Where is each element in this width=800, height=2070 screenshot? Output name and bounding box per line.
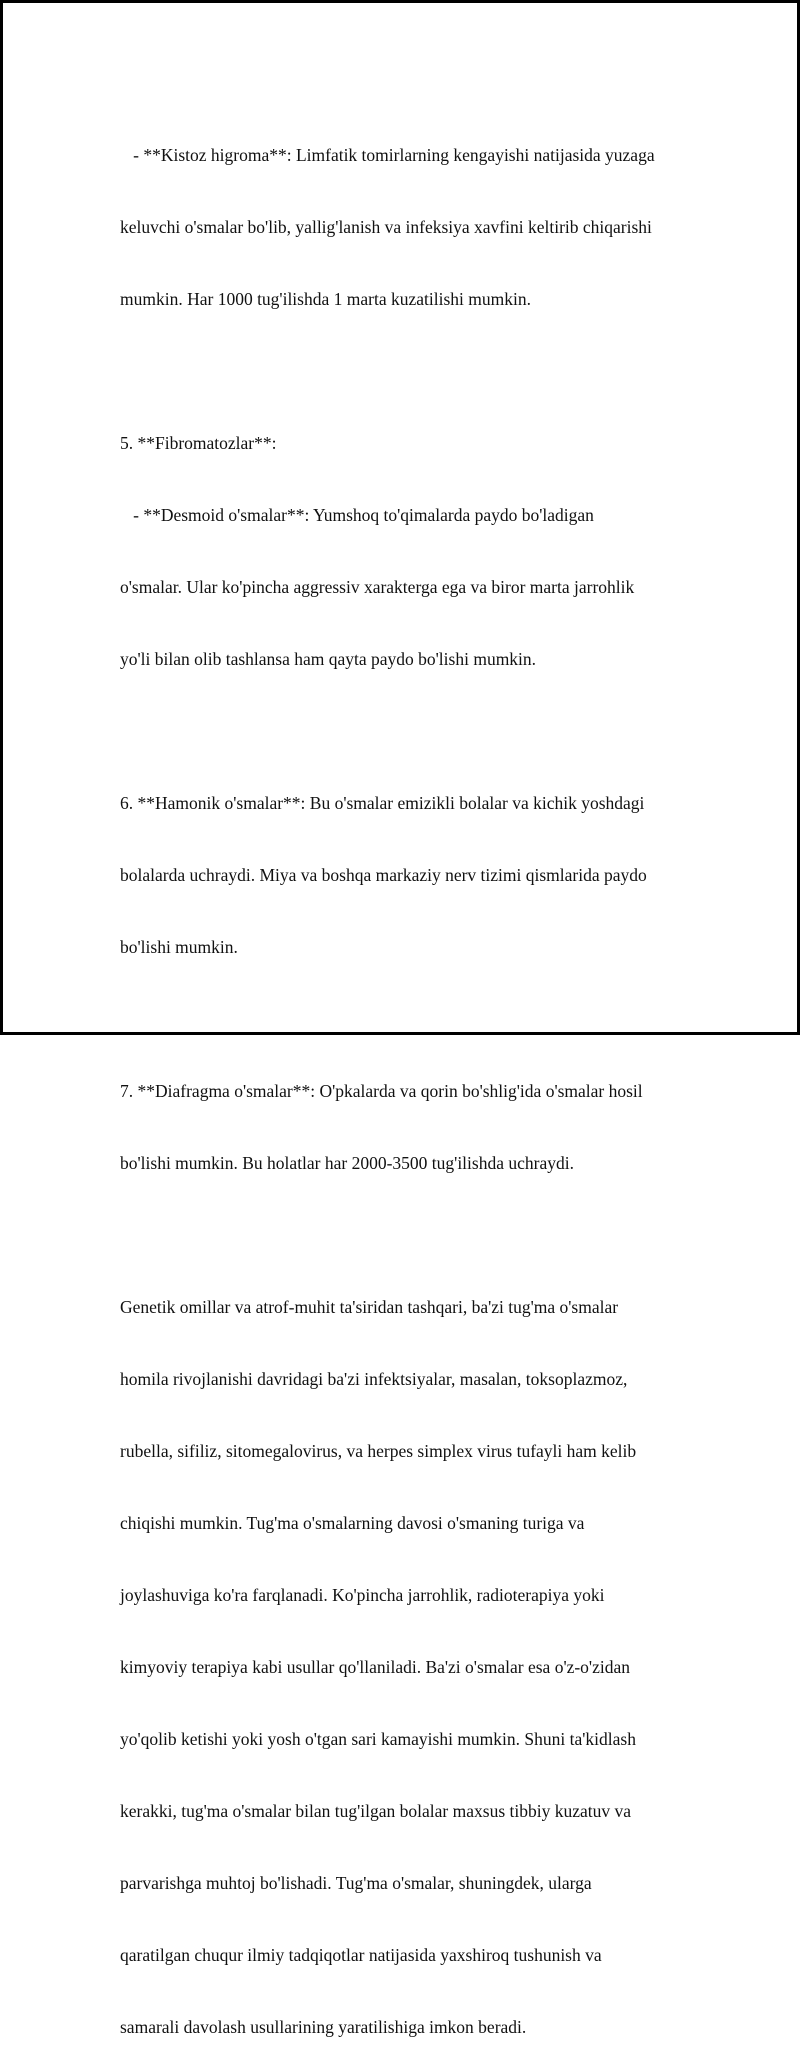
text-line: qaratilgan chuqur ilmiy tadqiqotlar natijasida yaxshiroq tushunish va bbox=[120, 1945, 602, 1965]
paragraph-fibromatozlar bbox=[120, 383, 680, 719]
text-line: mumkin. Har 1000 tug'ilishda 1 marta kuzatilishi mumkin. bbox=[120, 289, 531, 309]
text-line: Genetik omillar va atrof-muhit ta'siridan tashqari, ba'zi tug'ma o'smalar bbox=[120, 1297, 619, 1317]
text-line: joylashuviga ko'ra farqlanadi. Ko'pincha jarrohlik, radioterapiya yoki bbox=[120, 1585, 605, 1605]
text-line: 7. **Diafragma o'smalar**: O'pkalarda va qorin bo'shlig'ida o'smalar hosil bbox=[120, 1081, 643, 1101]
text-line: - **Desmoid o'smalar**: Yumshoq to'qimalarda paydo bo'ladigan bbox=[120, 505, 594, 525]
paragraph-kistoz-higroma bbox=[120, 95, 680, 359]
text-line: - **Kistoz higroma**: Limfatik tomirlarning kengayishi natijasida yuzaga bbox=[120, 145, 655, 165]
paragraph-hamonik-osmalar bbox=[120, 743, 680, 1007]
paragraph-diafragma-osmalar bbox=[120, 1031, 680, 1223]
document-body bbox=[120, 95, 680, 2070]
text-line: yo'li bilan olib tashlansa ham qayta paydo bo'lishi mumkin. bbox=[120, 649, 537, 669]
text-line: samarali davolash usullarining yaratilishiga imkon beradi. bbox=[120, 2017, 527, 2037]
text-line: parvarishga muhtoj bo'lishadi. Tug'ma o'smalar, shuningdek, ularga bbox=[120, 1873, 592, 1893]
text-line: kimyoviy terapiya kabi usullar qo'llaniladi. Ba'zi o'smalar esa o'z-o'zidan bbox=[120, 1657, 630, 1677]
text-line: bolalarda uchraydi. Miya va boshqa markaziy nerv tizimi qismlarida paydo bbox=[120, 865, 647, 885]
text-line: rubella, sifiliz, sitomegalovirus, va herpes simplex virus tufayli ham kelib bbox=[120, 1441, 637, 1461]
text-line: bo'lishi mumkin. bbox=[120, 937, 238, 957]
text-line: kerakki, tug'ma o'smalar bilan tug'ilgan bolalar maxsus tibbiy kuzatuv va bbox=[120, 1801, 632, 1821]
text-line: 5. **Fibromatozlar**: bbox=[120, 433, 277, 453]
text-line: chiqishi mumkin. Tug'ma o'smalarning davosi o'smaning turiga va bbox=[120, 1513, 585, 1533]
text-line: 6. **Hamonik o'smalar**: Bu o'smalar emizikli bolalar va kichik yoshdagi bbox=[120, 793, 645, 813]
text-line: bo'lishi mumkin. Bu holatlar har 2000-3500 tug'ilishda uchraydi. bbox=[120, 1153, 574, 1173]
text-line: keluvchi o'smalar bo'lib, yallig'lanish va infeksiya xavfini keltirib chiqarishi bbox=[120, 217, 652, 237]
text-line: yo'qolib ketishi yoki yosh o'tgan sari kamayishi mumkin. Shuni ta'kidlash bbox=[120, 1729, 636, 1749]
text-line: homila rivojlanishi davridagi ba'zi infektsiyalar, masalan, toksoplazmoz, bbox=[120, 1369, 628, 1389]
paragraph-genetik-omillar bbox=[120, 1247, 680, 2070]
text-line: o'smalar. Ular ko'pincha aggressiv xarakterga ega va biror marta jarrohlik bbox=[120, 577, 635, 597]
